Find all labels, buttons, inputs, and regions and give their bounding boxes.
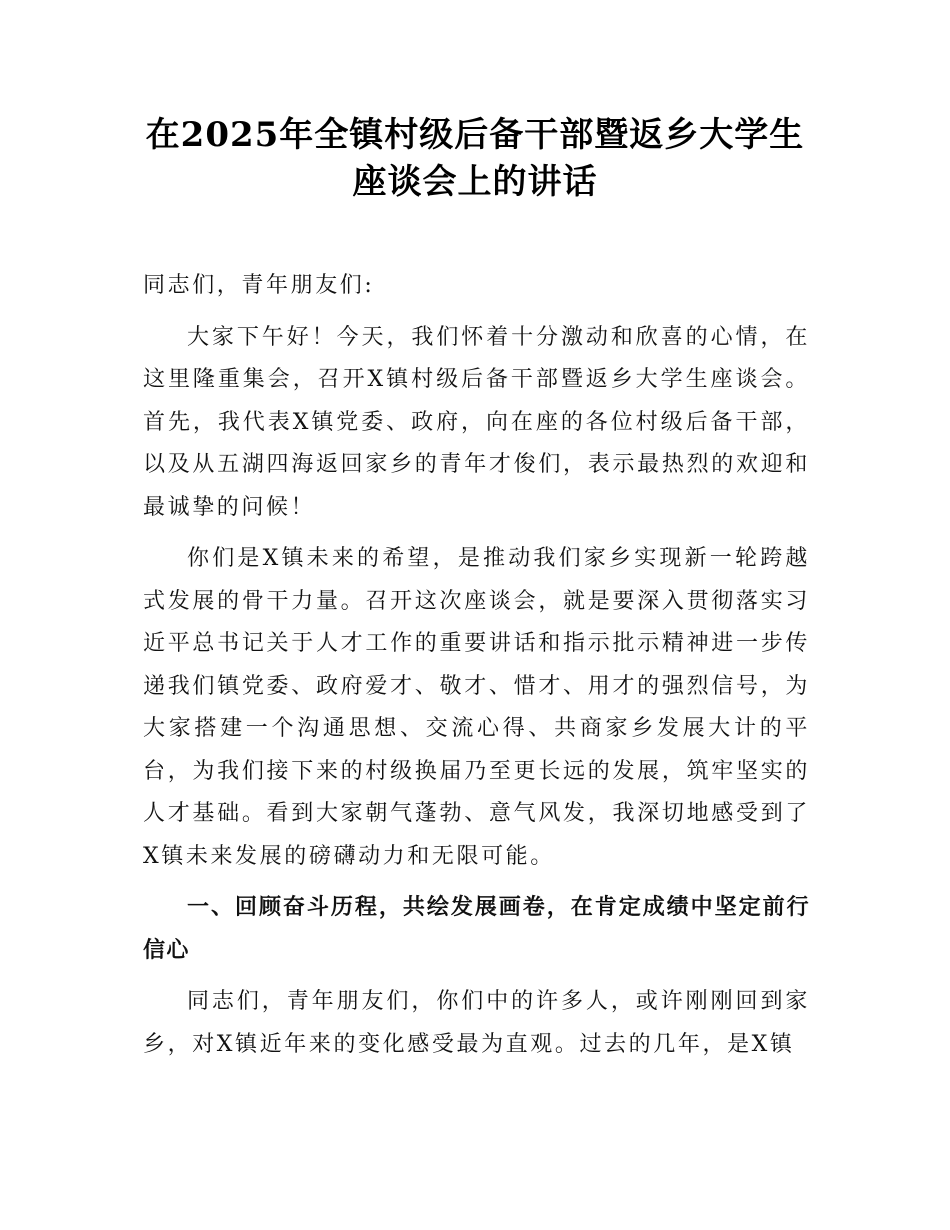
paragraph-welcome: 大家下午好！今天，我们怀着十分激动和欣喜的心情，在这里隆重集会，召开X镇村级后备干部暨返乡大学生座谈会。首先，我代表X镇党委、政府，向在座的各位村级后备干部，以及从五湖四海返回家乡的青年才俊们，表示最热烈的欢迎和最诚挚的问候！ xyxy=(143,324,810,520)
document-body xyxy=(143,265,810,1075)
paragraph-review: 同志们，青年朋友们，你们中的许多人，或许刚刚回到家乡，对X镇近年来的变化感受最为直观。过去的几年，是X镇 xyxy=(143,989,810,1057)
document-title: 在2025年全镇村级后备干部暨返乡大学生座谈会上的讲话 xyxy=(145,115,805,202)
section-heading: 一、回顾奋斗历程，共绘发展画卷，在肯定成绩中坚定前行信心 xyxy=(143,895,810,963)
salutation: 同志们，青年朋友们: xyxy=(143,273,375,298)
paragraph-purpose: 你们是X镇未来的希望，是推动我们家乡实现新一轮跨越式发展的骨干力量。召开这次座谈会，就是要深入贯彻落实习近平总书记关于人才工作的重要讲话和指示批示精神进一步传递我们镇党委、政府爱才、敬才、惜才、用才的强烈信号，为大家搭建一个沟通思想、交流心得、共商家乡发展大计的平台，为我们接下来的村级换届乃至更长远的发展，筑牢坚实的人才基础。看到大家朝气蓬勃、意气风发，我深切地感受到了X镇未来发展的磅礴动力和无限可能。 xyxy=(143,546,810,869)
